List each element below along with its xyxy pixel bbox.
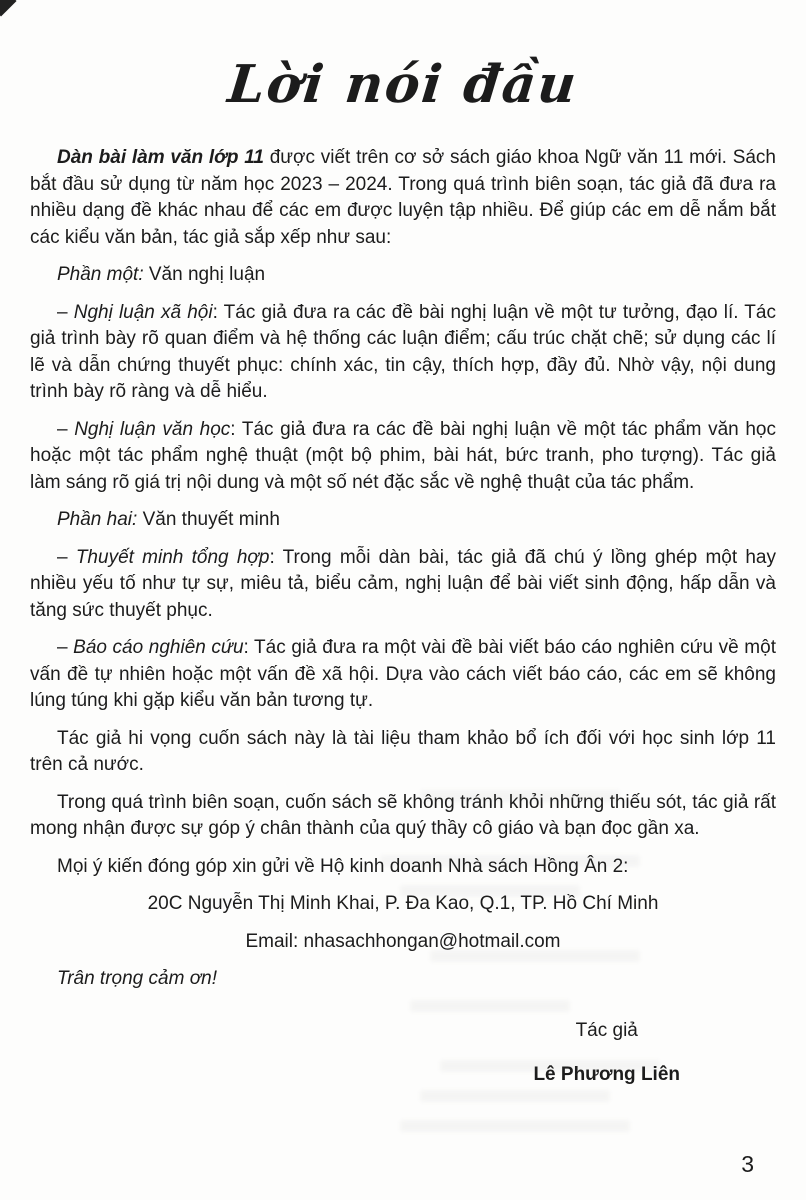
dash: – (57, 301, 74, 323)
bleed-through-artifact (420, 1090, 610, 1102)
paragraph-intro (30, 145, 776, 251)
paragraph-thuyet-minh-tong-hop (30, 545, 776, 625)
paragraph-hope: Tác giả hi vọng cuốn sách này là tài liệu tham khảo bổ ích đối với học sinh lớp 11 trên cả nước. (30, 727, 776, 775)
bleed-through-artifact (410, 1000, 570, 1012)
part-two-name: Văn thuyết minh (137, 509, 280, 530)
page-number: 3 (741, 1151, 754, 1177)
term-description: : Trong mỗi dàn bài, tác giả đã chú ý lồng ghép một hay nhiều yếu tố như tự sự, miêu tả, biểu cảm, nghị luận để bài viết sinh động, hấp dẫn và tăng sức thuyết phục. (30, 546, 776, 621)
part-one-name: Văn nghị luận (143, 264, 266, 285)
book-title-lead: Dàn bài làm văn lớp 11 (57, 147, 264, 168)
contact-address: 20C Nguyễn Thị Minh Khai, P. Đa Kao, Q.1, TP. Hồ Chí Minh (147, 893, 659, 914)
term-description: : Tác giả đưa ra một vài đề bài viết báo cáo nghiên cứu về một vấn đề tự nhiên hoặc một vấn đề xã hội. Dựa vào cách viết báo cáo, các em sẽ không lúng túng khi gặp kiểu văn bản tương tự. (30, 637, 776, 711)
part-one-label: Phần một: (57, 264, 144, 285)
scan-corner-artifact (0, 0, 17, 17)
paragraph-contact-intro: Mọi ý kiến đóng góp xin gửi về Hộ kinh doanh Nhà sách Hồng Ân 2: (57, 855, 629, 877)
paragraph-part-one (30, 262, 776, 289)
term-description: : Tác giả đưa ra các đề bài nghị luận về một tư tưởng, đạo lí. Tác giả trình bày rõ quan điểm và hệ thống các luận điểm; cấu trúc chặt chẽ; sử dụng các lí lẽ và dẫn chứng thuyết phục: chính xác, tin cậy, thích hợp, đầy đủ. Nhờ vậy, nội dung trình bày rõ ràng và dễ hiểu. (30, 301, 776, 402)
signature-block (533, 1018, 680, 1088)
dash: – (57, 418, 75, 440)
part-two-label: Phần hai: (57, 509, 138, 530)
term-description: : Tác giả đưa ra các đề bài nghị luận về một tác phẩm văn học hoặc một tác phẩm nghệ thuật (một bộ phim, bài hát, bức tranh, pho tượng). Tác giả làm sáng rõ giá trị nội dung và một số nét đặc sắc về nghệ thuật của tác phẩm. (30, 418, 776, 493)
signature-role: Tác giả (575, 1019, 638, 1041)
page-title: Lời nói đầu (225, 54, 581, 115)
paragraph-nghi-luan-van-hoc (30, 417, 776, 497)
paragraph-part-two (30, 507, 776, 534)
paragraph-apology: Trong quá trình biên soạn, cuốn sách sẽ không tránh khỏi những thiếu sót, tác giả rất mong nhận được sự góp ý chân thành của quý thầy cô giáo và bạn đọc gần xa. (30, 791, 776, 839)
paragraph-bao-cao-nghien-cuu (30, 635, 776, 715)
intro-text: được viết trên cơ sở sách giáo khoa Ngữ văn 11 mới. Sách bắt đầu sử dụng từ năm học 2023 – 2024. Trong quá trình biên soạn, tác giả đã đưa ra nhiều dạng đề khác nhau để các em được luyện tập nhiều. Để giúp các em dễ nắm bắt các kiểu văn bản, tác giả sắp xếp như sau: (30, 147, 777, 248)
preface-body (30, 145, 776, 993)
dash: – (57, 546, 76, 568)
bleed-through-artifact (400, 1120, 630, 1132)
paragraph-nghi-luan-xa-hoi (30, 300, 776, 406)
closing-thanks: Trân trọng cảm ơn! (57, 968, 218, 989)
term-nghi-luan-van-hoc: Nghị luận văn học (74, 418, 231, 440)
term-thuyet-minh-tong-hop: Thuyết minh tổng hợp (75, 546, 270, 568)
term-nghi-luan-xa-hoi: Nghị luận xã hội (73, 301, 213, 323)
contact-email: Email: nhasachhongan@hotmail.com (245, 930, 561, 952)
dash: – (57, 637, 74, 658)
signature-author-name: Lê Phương Liên (533, 1063, 680, 1085)
term-bao-cao-nghien-cuu: Báo cáo nghiên cứu (73, 637, 244, 658)
